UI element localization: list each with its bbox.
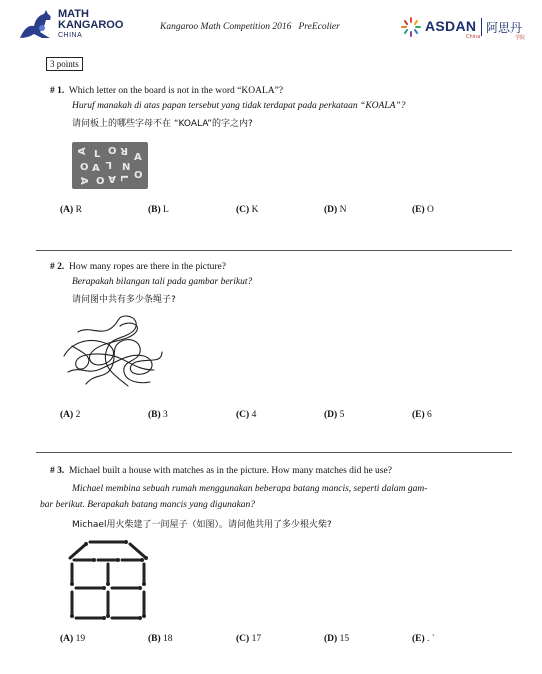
q3-option-b[interactable]: (B) 18	[148, 634, 173, 644]
board-letter: O	[134, 170, 143, 181]
board-letters	[72, 142, 148, 189]
q2-option-e[interactable]: (E) 6	[412, 410, 432, 420]
q1-number: # 1.	[50, 86, 65, 96]
logo-line-kangaroo: KANGAROO	[58, 19, 124, 31]
q1-option-e[interactable]: (E) O	[412, 205, 434, 215]
board-letter: L	[118, 175, 129, 182]
board-letter: L	[94, 149, 101, 160]
q3-text: Michael built a house with matches as in the picture. How many matches did he use?	[69, 466, 392, 476]
q3-option-c[interactable]: (C) 17	[236, 634, 262, 644]
q2-malay: Berapakah bilangan tali pada gambar berikut?	[72, 277, 253, 287]
q1-option-d[interactable]: (D) N	[324, 205, 347, 215]
kangaroo-logo-icon	[16, 8, 56, 42]
q2-option-c[interactable]: (C) 4	[236, 410, 257, 420]
q3-option-d[interactable]: (D) 15	[324, 634, 350, 644]
board-letter: A	[78, 177, 89, 185]
page-title: Kangaroo Math Competition 2016 PreEcolier	[160, 22, 340, 32]
q2-english	[50, 262, 226, 272]
points-badge: 3 points	[46, 57, 83, 71]
q1-text: Which letter on the board is not in the word “KOALA”?	[68, 86, 284, 96]
ropes-figure	[58, 312, 168, 392]
q3-malay-line2: bar berikut. Berapakah batang mancis yang digunakan?	[40, 500, 256, 510]
q3-number: # 3.	[50, 466, 65, 476]
q1-option-a[interactable]: (A) R	[60, 205, 82, 215]
asdan-divider	[481, 18, 482, 36]
logo-line-china: CHINA	[58, 32, 83, 39]
q2-number: # 2.	[50, 262, 65, 272]
q2-option-d[interactable]: (D) 5	[324, 410, 345, 420]
letter-board	[72, 142, 148, 189]
q2-option-a[interactable]: (A) 2	[60, 410, 81, 420]
q3-english	[50, 466, 392, 476]
divider	[36, 452, 512, 453]
board-letter: R	[120, 145, 128, 156]
asdan-chinese: 阿思丹	[486, 21, 523, 35]
board-letter: A	[92, 163, 100, 174]
q2-text: How many ropes are there in the picture?	[69, 262, 226, 272]
board-letter: O	[96, 176, 105, 187]
board-letter: N	[122, 162, 131, 173]
q3-chinese: Michael用火柴建了一间屋子（如图）。请问他共用了多少根火柴?	[72, 520, 332, 530]
q1-option-b[interactable]: (B) L	[148, 205, 169, 215]
q1-chinese: 请问板上的哪些字母不在 “KOALA”的字之内?	[72, 119, 253, 129]
board-letter: O	[80, 162, 89, 173]
q1-option-c[interactable]: (C) K	[236, 205, 259, 215]
q3-option-a[interactable]: (A) 19	[60, 634, 86, 644]
q3-malay-line1: Michael membina sebuah rumah menggunakan beberapa batang mancis, seperti dalam gam-	[72, 484, 428, 494]
q1-malay: Huruf manakah di atas papan tersebut yang tidak terdapat pada perkataan “KOALA”?	[72, 101, 406, 111]
header	[0, 0, 542, 50]
board-letter: A	[134, 152, 142, 163]
board-letter: O	[108, 146, 117, 157]
asdan-sub: China	[466, 34, 481, 40]
board-letter: A	[108, 173, 116, 184]
board-letter: L	[105, 159, 112, 170]
asdan-chinese-sub: 学院	[515, 35, 526, 41]
board-letter: A	[77, 147, 88, 155]
divider	[36, 250, 512, 251]
q1-english	[50, 86, 283, 96]
asdan-burst-icon	[400, 16, 422, 38]
q3-option-e[interactable]: (E) . `	[412, 634, 435, 644]
q2-chinese: 请问图中共有多少条绳子?	[72, 295, 176, 305]
logo-line-math: MATH	[58, 8, 89, 20]
match-house-figure	[64, 538, 154, 622]
q2-option-b[interactable]: (B) 3	[148, 410, 168, 420]
asdan-logo-text: ASDAN	[425, 18, 477, 34]
